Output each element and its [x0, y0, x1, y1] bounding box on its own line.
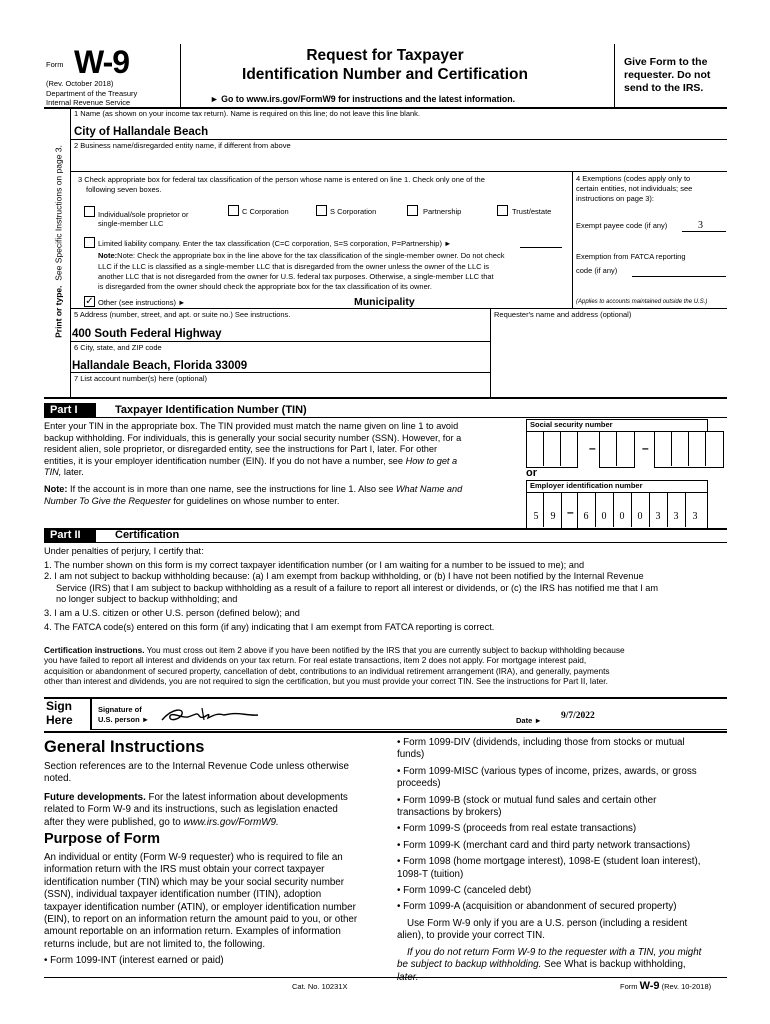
ssn-label: Social security number	[530, 420, 613, 429]
other-checkbox[interactable]: ✓	[85, 296, 94, 307]
future-dev-3: after they were published, go to	[44, 816, 184, 828]
footer-form-word: Form	[620, 982, 638, 991]
cert-instr-1: You must cross out item 2 above if you have been notified by the IRS that you are currently subject to backup withholding because	[144, 645, 625, 655]
ssn-dash-1: –	[589, 441, 596, 455]
ein-dash: –	[567, 505, 574, 519]
cert-item-4: 4. The FATCA code(s) entered on this form (if any) indicating that I am exempt from FATCA reporting is correct.	[44, 621, 495, 632]
certification-instructions	[44, 645, 625, 687]
general-instructions-heading: General Instructions	[44, 738, 205, 756]
purpose-line: An individual or entity (Form W-9 requester) who is required to file an	[44, 852, 343, 863]
line6-label: 6 City, state, and ZIP code	[74, 343, 162, 352]
llc-label: Limited liability company. Enter the tax classification (C=C corporation, S=S corporation, P=Partnership) ►	[98, 239, 452, 248]
part1-line5	[44, 467, 514, 479]
line7-label: 7 List account number(s) here (optional)	[74, 374, 207, 383]
here-label: Here	[46, 713, 73, 727]
ein-digit: 3	[673, 511, 679, 522]
ein-label: Employer identification number	[530, 481, 643, 490]
what-name-ref: What Name and	[395, 484, 463, 494]
part1-instructions	[44, 421, 514, 479]
purpose-line: (EIN), to report on an information return the amount paid to you, or other	[44, 914, 358, 926]
under-penalties: Under penalties of perjury, I certify that:	[44, 546, 204, 556]
other-label: Other (see instructions) ►	[98, 298, 186, 307]
cert-item-1: 1. The number shown on this form is my correct taxpayer identification number (or I am waiting for a number to be issued to me); and	[44, 559, 585, 570]
form-title-line2: Identification Number and Certification	[242, 66, 528, 83]
ssn-group-box[interactable]	[599, 431, 635, 468]
form-list-item: proceeds)	[397, 778, 441, 790]
ein-digit: 6	[583, 511, 589, 522]
part1-title: Taxpayer Identification Number (TIN)	[115, 404, 307, 416]
cert-item-3: 3. I am a U.S. citizen or other U.S. person (defined below); and	[44, 607, 300, 618]
go-to-instructions[interactable]: ► Go to www.irs.gov/FormW9 for instructions and the latest information.	[210, 94, 516, 104]
side-label-instructions: See Specific Instructions on page 3.	[53, 145, 64, 281]
date-field[interactable]: 9/7/2022	[561, 711, 595, 721]
part1-line1: Enter your TIN in the appropriate box. The TIN provided must match the name given on line 1 to avoid	[44, 421, 459, 431]
form-number: W-9	[74, 44, 130, 80]
exempt-payee-label: Exempt payee code (if any)	[576, 221, 668, 230]
ein-digit: 3	[692, 511, 698, 522]
date-label: Date ►	[516, 716, 542, 725]
fatca-code-field[interactable]	[632, 276, 726, 277]
how-to-get-tin-ref: How to get a	[405, 455, 458, 466]
individual-label-2: single-member LLC	[98, 219, 164, 228]
backup-withholding-text: later.	[397, 971, 419, 983]
form-revision: (Rev. October 2018)	[46, 79, 114, 88]
city-state-zip-field[interactable]: Hallandale Beach, Florida 33009	[72, 360, 248, 372]
purpose-line: (SSN), individual taxpayer identification number (ITIN), adoption	[44, 889, 322, 901]
gi-p1b: noted.	[44, 773, 72, 785]
signature-image[interactable]	[158, 704, 298, 726]
ein-digit: 5	[533, 511, 539, 522]
ein-digit: 3	[655, 511, 661, 522]
side-label	[54, 137, 65, 347]
note-text: If the account is in more than one name, see the instructions for line 1. Also see	[67, 484, 396, 494]
footer-w9: W-9	[639, 980, 660, 992]
fatca-applies-note: (Applies to accounts maintained outside the U.S.)	[576, 299, 708, 305]
cert-item-2c: no longer subject to backup withholding; and	[56, 594, 238, 605]
llc-note-4: is disregarded from the owner should check the appropriate box for the tax classification of its owner.	[98, 282, 432, 291]
address-field[interactable]: 400 South Federal Highway	[72, 328, 222, 340]
llc-note-2: LLC if the LLC is classified as a single-member LLC that is disregarded from the owner unless the owner of the LLC is	[98, 262, 490, 271]
catalog-number: Cat. No. 10231X	[292, 982, 348, 991]
backup-withholding-text: See What is backup withholding,	[541, 959, 686, 971]
cert-instr-head: Certification instructions.	[44, 645, 145, 655]
form-list-item: 1098-T (tuition)	[397, 868, 464, 880]
signature-label-2: U.S. person ►	[98, 715, 150, 724]
later-text: later.	[61, 467, 84, 478]
part1-line3: resident alien, sole proprietor, or disregarded entity, see the instructions for Part I, later. For other	[44, 444, 438, 455]
form-list-item: funds)	[397, 749, 425, 761]
form-list-item: • Form 1099-DIV (dividends, including those from stocks or mutual	[397, 737, 685, 748]
give-form-line3: send to the IRS.	[624, 82, 704, 94]
future-dev-head: Future developments.	[44, 791, 146, 803]
llc-note-1: Note:Note: Check the appropriate box in the line above for the tax classification of the single-member owner. Do not check	[98, 251, 505, 260]
ein-digit: 0	[601, 511, 607, 522]
cert-instr-3: acquisition or abandonment of secured property, cancellation of debt, contributions to an individual retirement arrangement (IRA), and generally, payments	[44, 665, 610, 676]
cert-item-2a: 2. I am not subject to backup withholding because: (a) I am exempt from backup withholding, or (b) I have not been notified by the Internal Revenue	[44, 571, 644, 582]
ein-digit: 0	[637, 511, 643, 522]
form-word: Form	[46, 60, 64, 69]
line4-label-3: instructions on page 3):	[576, 194, 654, 203]
form-list-item: • Form 1099-C (canceled debt)	[397, 885, 532, 897]
purpose-line: taxpayer identification number (ATIN), or employer identification number	[44, 901, 356, 913]
irs-name: Internal Revenue Service	[46, 98, 131, 107]
use-form-text: Use Form W-9 only if you are a U.S. person (including a resident	[407, 917, 688, 929]
trust-estate-checkbox[interactable]	[497, 205, 508, 216]
form-list-item: • Form 1098 (home mortgage interest), 1098-E (student loan interest),	[397, 856, 701, 868]
note-head: Note:	[44, 484, 68, 494]
line3-label: 3 Check appropriate box for federal tax classification of the person whose name is entered on line 1. Check only one of the	[78, 175, 485, 184]
ein-digit: 0	[619, 511, 625, 522]
future-dev-1: For the latest information about developments	[145, 791, 348, 803]
ssn-serial-box[interactable]	[654, 431, 724, 468]
purpose-line: information return with the IRS must obtain your correct taxpayer	[44, 864, 325, 876]
ssn-area-box[interactable]	[526, 431, 578, 468]
form-list-item: • Form 1099-B (stock or mutual fund sales and certain other	[397, 794, 657, 806]
individual-checkbox[interactable]	[84, 206, 95, 217]
sign-label: Sign	[46, 699, 72, 713]
c-corp-checkbox[interactable]	[228, 205, 239, 216]
line2-label: 2 Business name/disregarded entity name, if different from above	[74, 141, 291, 150]
cert-instr-4: other than interest and dividends, you are not required to sign the certification, but you must provide your correct TIN. See the instructions for Part II, later.	[44, 676, 608, 687]
form-list-item: • Form 1099-A (acquisition or abandonment of secured property)	[397, 901, 677, 913]
requester-label: Requester's name and address (optional)	[494, 310, 632, 319]
purpose-of-form-heading: Purpose of Form	[44, 831, 161, 847]
form-list-item: • Form 1099-S (proceeds from real estate transactions)	[397, 823, 637, 835]
footer-rev: (Rev. 10-2018)	[661, 982, 712, 991]
number-to-give-ref: Number To Give the Requester	[44, 495, 171, 506]
partnership-checkbox[interactable]	[407, 205, 418, 216]
part2-title: Certification	[115, 529, 180, 541]
partnership-label: Partnership	[423, 207, 462, 216]
certification-text	[44, 546, 658, 633]
s-corp-label: S Corporation	[330, 207, 377, 216]
part2-tag: Part II	[44, 528, 96, 542]
part1-note	[44, 484, 514, 507]
line4-label-2: certain entities, not individuals; see	[576, 184, 693, 193]
backup-withholding-text: If you do not return Form W-9 to the requester with a TIN, you might	[407, 946, 702, 958]
form-title-line1: Request for Taxpayer	[306, 47, 464, 64]
give-form-line1: Give Form to the	[624, 56, 708, 68]
cert-item-2b: Service (IRS) that I am subject to backup withholding as a result of a failure to report all interest or dividends, or (c) the IRS has notified me that I am	[56, 582, 659, 593]
ssn-dash-2: –	[642, 441, 649, 455]
or-label: or	[526, 467, 537, 479]
right-column-list	[397, 737, 727, 984]
llc-note-1-text: Note: Check the appropriate box in the line above for the tax classification of the single-member owner. Do not check	[117, 251, 505, 260]
cert-instr-2: you have failed to report all interest and dividends on your tax return. For real estate transactions, item 2 does not apply. For mortgage interest paid,	[44, 655, 587, 666]
footer-form-label	[620, 982, 711, 991]
part1-tag: Part I	[44, 403, 96, 417]
ein-digit: 9	[550, 511, 556, 522]
line3-label-b: following seven boxes.	[86, 185, 162, 194]
form-list-item: • Form 1099-MISC (various types of income, prizes, awards, or gross	[397, 765, 697, 777]
purpose-text	[44, 852, 384, 968]
fatca-label-1: Exemption from FATCA reporting	[576, 252, 686, 261]
give-form-line2: requester. Do not	[624, 69, 711, 81]
department: Department of the Treasury	[46, 89, 138, 98]
tin-ref: TIN,	[44, 467, 62, 478]
note-text-end: for guidelines on whose number to enter.	[170, 495, 340, 506]
line1-label: 1 Name (as shown on your income tax return). Name is required on this line; do not leave this line blank.	[74, 109, 421, 118]
future-dev-2: related to Form W-9 and its instructions, such as legislation enacted	[44, 804, 338, 816]
name-field[interactable]: City of Hallandale Beach	[74, 126, 209, 138]
part1-line4-text: entities, it is your employer identification number (EIN). If you do not have a number, see	[44, 455, 406, 466]
backup-withholding-text: be subject to backup withholding.	[397, 959, 542, 971]
general-instructions-intro	[44, 761, 384, 829]
trust-estate-label: Trust/estate	[512, 207, 552, 216]
form-list-item: • Form 1099-K (merchant card and third party network transactions)	[397, 839, 691, 851]
part1-line2: backup withholding. For individuals, this is generally your social security number (SSN). However, for a	[44, 432, 462, 443]
gi-p1a: Section references are to the Internal Revenue Code unless otherwise	[44, 761, 349, 772]
part1-line4	[44, 456, 514, 468]
llc-checkbox[interactable]	[84, 237, 95, 248]
fatca-label-2: code (if any)	[576, 266, 618, 275]
individual-label: Individual/sole proprietor or	[98, 210, 189, 219]
llc-classification-input[interactable]	[520, 247, 562, 248]
line4-label-1: 4 Exemptions (codes apply only to	[576, 174, 691, 183]
form-list-item: transactions by brokers)	[397, 807, 502, 819]
c-corp-label: C Corporation	[242, 207, 289, 216]
irs-link[interactable]: www.irs.gov/FormW9.	[183, 816, 279, 828]
side-label-print: Print or type.	[53, 285, 64, 338]
use-form-text: alien), to provide your correct TIN.	[397, 930, 545, 942]
purpose-line: amount reportable on an information return. Examples of information	[44, 926, 341, 938]
llc-note-3: another LLC that is not disregarded from the owner for U.S. federal tax purposes. Otherwise, a single-member LLC that	[98, 272, 494, 281]
other-classification-field[interactable]: Municipality	[354, 296, 415, 308]
signature-label-1: Signature of	[98, 705, 142, 714]
purpose-line: • Form 1099-INT (interest earned or paid)	[44, 955, 224, 967]
exempt-payee-code-field[interactable]: 3	[698, 220, 703, 231]
purpose-line: identification number (TIN) which may be your social security number	[44, 876, 345, 888]
s-corp-checkbox[interactable]	[316, 205, 327, 216]
line5-label: 5 Address (number, street, and apt. or suite no.) See instructions.	[74, 310, 291, 319]
purpose-line: returns include, but are not limited to, the following.	[44, 938, 266, 950]
